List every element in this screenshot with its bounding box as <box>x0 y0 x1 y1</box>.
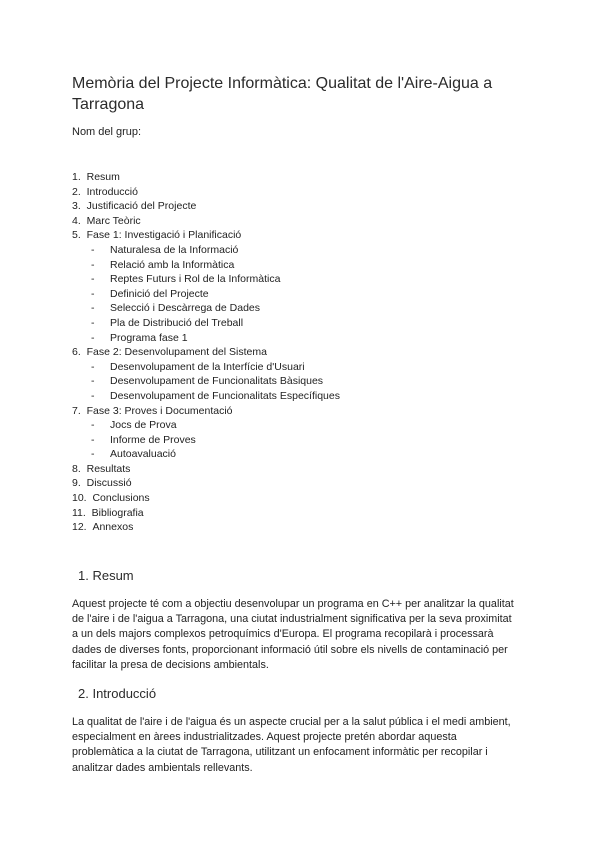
toc-bullet: - <box>91 448 95 461</box>
group-name-label: Nom del grup: <box>72 126 142 138</box>
toc-label: Selecció i Descàrrega de Dades <box>110 302 260 315</box>
toc-label: Jocs de Prova <box>110 419 177 432</box>
toc-number: 7. <box>72 404 81 417</box>
toc-number: 12. <box>72 521 87 534</box>
toc-subitem <box>72 316 340 331</box>
toc-bullet: - <box>91 316 95 329</box>
toc-label: Marc Teòric <box>86 214 141 227</box>
toc-item <box>72 462 340 477</box>
paragraph-line: de l'aire i de l'aigua a Tarragona, una ciutat industrialment significativa per la seva proximitat <box>72 613 512 626</box>
toc-label: Desenvolupament de Funcionalitats Específiques <box>110 389 340 402</box>
table-of-contents <box>72 170 340 535</box>
toc-number: 11. <box>72 506 86 519</box>
toc-item <box>72 491 340 506</box>
section-paragraph-introduccio <box>72 715 534 776</box>
toc-bullet: - <box>91 302 95 315</box>
toc-subitem <box>72 243 340 258</box>
section-heading-resum: 1. Resum <box>78 568 134 583</box>
toc-subitem <box>72 374 340 389</box>
toc-label: Informe de Proves <box>110 433 196 446</box>
toc-item <box>72 214 340 229</box>
toc-subitem <box>72 301 340 316</box>
toc-number: 2. <box>72 185 81 198</box>
toc-item <box>72 185 340 200</box>
toc-label: Justificació del Projecte <box>86 200 197 213</box>
toc-subitem <box>72 272 340 287</box>
toc-bullet: - <box>91 331 95 344</box>
toc-subitem <box>72 360 340 375</box>
paragraph-line: Aquest projecte té com a objectiu desenvolupar un programa en C++ per analitzar la qualitat <box>72 598 514 610</box>
toc-item <box>72 345 340 360</box>
toc-label: Relació amb la Informàtica <box>110 258 235 271</box>
toc-number: 4. <box>72 214 81 227</box>
toc-subitem <box>72 331 340 346</box>
toc-item <box>72 476 340 491</box>
toc-bullet: - <box>91 375 95 388</box>
toc-bullet: - <box>91 287 95 300</box>
toc-number: 9. <box>72 477 81 490</box>
toc-subitem <box>72 389 340 404</box>
toc-bullet: - <box>91 243 95 256</box>
toc-number: 8. <box>72 462 81 475</box>
toc-subitem <box>72 447 340 462</box>
toc-item <box>72 506 340 521</box>
toc-number: 5. <box>72 229 81 242</box>
toc-subitem <box>72 258 340 273</box>
document-title: Memòria del Projecte Informàtica: Qualitat de l'Aire-Aigua a Tarragona <box>72 75 493 113</box>
toc-item <box>72 199 340 214</box>
paragraph-line: problemàtica a la ciutat de Tarragona, utilitzant un enfocament informàtic per recopilar i <box>72 746 488 759</box>
toc-label: Fase 2: Desenvolupament del Sistema <box>86 346 267 359</box>
toc-label: Discussió <box>86 477 132 490</box>
toc-number: 6. <box>72 346 81 359</box>
toc-label: Introducció <box>86 185 138 198</box>
toc-bullet: - <box>91 419 95 432</box>
paragraph-line: analitzar dades ambientals rellevants. <box>72 761 253 774</box>
toc-label: Programa fase 1 <box>110 331 188 344</box>
toc-label: Conclusions <box>92 492 150 505</box>
toc-label: Pla de Distribució del Treball <box>110 316 244 329</box>
toc-bullet: - <box>91 360 95 373</box>
paragraph-line: facilitar la presa de decisions ambientals. <box>72 658 269 671</box>
toc-bullet: - <box>91 389 95 402</box>
toc-bullet: - <box>91 433 95 446</box>
toc-label: Fase 3: Proves i Documentació <box>86 404 233 417</box>
toc-label: Definició del Projecte <box>110 287 209 300</box>
toc-bullet: - <box>91 258 95 271</box>
toc-item <box>72 404 340 419</box>
toc-label: Autoavaluació <box>110 448 176 461</box>
toc-subitem <box>72 433 340 448</box>
toc-subitem <box>72 287 340 302</box>
section-heading-introduccio: 2. Introducció <box>78 686 157 701</box>
toc-label: Resum <box>86 171 120 183</box>
paragraph-line: a un dels majors complexos petroquímics d'Europa. El programa recopilarà i processarà <box>72 628 494 641</box>
toc-number: 3. <box>72 200 81 213</box>
toc-item <box>72 228 340 243</box>
paragraph-line: La qualitat de l'aire i de l'aigua és un aspecte crucial per a la salut pública i el medi ambient, <box>72 716 511 728</box>
toc-label: Resultats <box>86 462 131 475</box>
toc-label: Bibliografia <box>91 506 144 519</box>
toc-label: Naturalesa de la Informació <box>110 243 239 256</box>
toc-label: Annexos <box>92 521 134 534</box>
toc-number: 1. <box>72 171 81 183</box>
toc-label: Desenvolupament de la Interfície d'Usuari <box>110 360 305 373</box>
toc-label: Fase 1: Investigació i Planificació <box>86 229 242 242</box>
paragraph-line: especialment en àrees industrialitzades. Aquest projecte pretén abordar aquesta <box>72 731 457 744</box>
toc-number: 10. <box>72 492 87 505</box>
paragraph-line: dades de diverses fonts, proporcionant informació útil sobre els nivells de contaminació per <box>72 643 508 656</box>
toc-label: Reptes Futurs i Rol de la Informàtica <box>110 273 281 286</box>
toc-item <box>72 520 340 535</box>
toc-item <box>72 170 340 185</box>
section-paragraph-resum <box>72 597 534 673</box>
toc-label: Desenvolupament de Funcionalitats Bàsiques <box>110 375 324 388</box>
toc-bullet: - <box>91 273 95 286</box>
toc-subitem <box>72 418 340 433</box>
